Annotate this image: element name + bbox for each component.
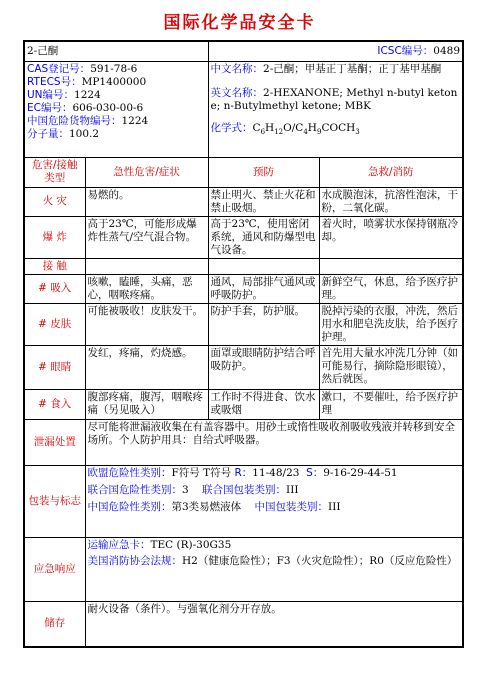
emergency-content [85, 537, 463, 601]
cn-dangerous-goods-number: 中国危险货物编号：1224 [27, 114, 149, 127]
chinese-name: 中文名称：2-己酮；甲基正丁基酮；正丁基甲基酮 [210, 62, 442, 75]
packaging-row [24, 465, 463, 537]
packaging-content [85, 465, 463, 537]
transport-card: 运输应急卡：TEC (R)-30G35 [87, 538, 232, 551]
nfpa-code: 美国消防协会法规：H2（健康危险性）；F3（火灾危险性）；R0（反应危险性） [87, 554, 458, 567]
safety-card-table [23, 40, 464, 648]
hazard-row-explosion: 爆 炸 高于23℃，可能形成爆炸性蒸气/空气混合物。 高于23℃，使用密闭系统，通风和防爆型电气设备。 着火时，喷雾状水保持钢瓶冷却。 [24, 216, 463, 258]
hazard-row-exposure: 接 触 [24, 258, 463, 274]
hazard-row-inhalation: # 吸入 咳嗽，瞌睡，头痛，恶心，咽喉疼痛。 通风，局部排气通风或呼吸防护。 新鲜空气，休息，给予医疗护理。 [24, 274, 463, 303]
chemical-formula: 化学式：$C_6H_{12}O/C_4H_9COCH_3$ [210, 121, 360, 136]
spill-row [24, 419, 463, 465]
spill-text: 尽可能将泄漏液收集在有盖容器中。用砂土或惰性吸收剂吸收残液并转移到安全场所。个人防护用具：自给式呼吸器。 [85, 419, 463, 465]
card-title: 国际化学品安全卡 [163, 13, 316, 33]
cas-number: CAS登记号：591-78-6 [27, 62, 138, 75]
identifiers-block [24, 61, 208, 157]
un-number: UN编号：1224 [27, 88, 101, 101]
hazard-row-skin: # 皮肤 可能被吸收！皮肤发干。 防护手套，防护服。 脱掉污染的衣服，冲洗，然后用水和肥皂洗皮肤，给予医疗护理。 [24, 303, 463, 345]
col-header-symptoms: 急性危害/症状 [85, 157, 208, 187]
hazard-row-ingestion: # 食入 腹部疼痛，腹泻，咽喉疼痛（另见吸入） 工作时不得进食、饮水或吸烟 漱口，不要催吐，给予医疗护理 [24, 389, 463, 419]
col-header-type: 危害/接触类型 [24, 157, 85, 187]
chemical-name: 2-己酮 [24, 41, 208, 61]
english-name: 英文名称：2-HEXANONE; Methyl n-butyl ketone; n-Butylmethyl ketone; MBK [210, 86, 458, 112]
spill-label: 泄漏处置 [24, 419, 85, 465]
storage-row [24, 601, 463, 647]
emergency-label: 应急响应 [24, 537, 85, 601]
un-classification: 联合国危险性类别：3 联合国包装类别：III [87, 483, 299, 496]
names-block [208, 61, 463, 157]
col-header-first-aid: 急救/消防 [319, 157, 463, 187]
hazard-row-eyes: # 眼睛 发红，疼痛，灼烧感。 面罩或眼睛防护结合呼吸防护。 首先用大量水冲洗几分钟（如可能易行，摘除隐形眼镜），然后就医。 [24, 345, 463, 389]
header-row [24, 41, 463, 61]
emergency-row [24, 537, 463, 601]
storage-label: 储存 [24, 601, 85, 647]
storage-text: 耐火设备（条件）。与强氧化剂分开存放。 [85, 601, 463, 647]
ec-number: EC编号：606-030-00-6 [27, 101, 144, 114]
col-header-prevention: 预防 [208, 157, 319, 187]
rtecs-number: RTECS号：MP1400000 [27, 75, 147, 88]
eu-classification: 欧盟危险性类别：F符号 T符号 R：11-48/23 S：9-16-29-44-51 [87, 466, 398, 479]
hazard-header-row [24, 157, 463, 187]
cn-classification: 中国危险性类别：第3类易燃液体 中国包装类别：III [87, 500, 341, 513]
icsc-number: ICSC编号：0489 [208, 41, 463, 61]
hazard-row-fire: 火 灾 易燃的。 禁止明火、禁止火花和禁止吸烟。 水成膜泡沫，抗溶性泡沫，干粉，二氧化碳。 [24, 187, 463, 216]
molecular-weight: 分子量：100.2 [27, 127, 100, 140]
packaging-label: 包装与标志 [24, 465, 85, 537]
identification-row [24, 61, 463, 157]
